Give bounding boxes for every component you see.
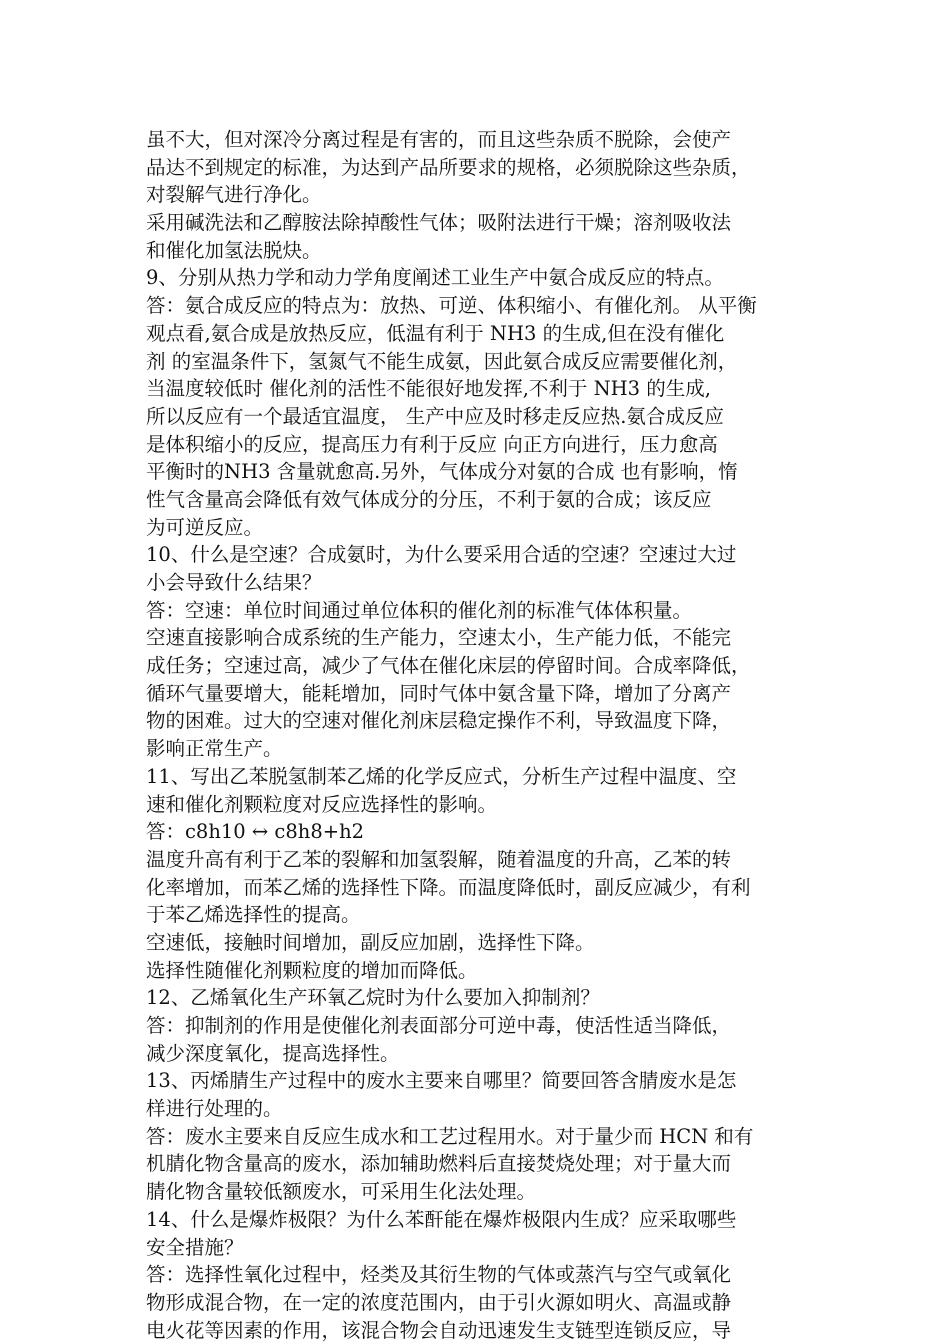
text-line: 答：氨合成反应的特点为：放热、可逆、体积缩小、有催化剂。 从平衡 [146, 294, 757, 318]
text-line: 速和催化剂颗粒度对反应选择性的影响。 [146, 792, 498, 816]
text-line: 选择性随催化剂颗粒度的增加而降低。 [146, 958, 478, 982]
text-line: 化率增加，而苯乙烯的选择性下降。而温度降低时，副反应减少，有利 [146, 875, 751, 899]
text-line: 对裂解气进行净化。 [146, 183, 322, 207]
text-line: 观点看,氨合成是放热反应，低温有利于 NH3 的生成,但在没有催化 [146, 321, 725, 345]
text-line: 腈化物含量较低额废水，可采用生化法处理。 [146, 1180, 537, 1204]
text-line: 答：选择性氧化过程中，烃类及其衍生物的气体或蒸汽与空气或氧化 [146, 1263, 732, 1287]
text-line: 9、分别从热力学和动力学角度阐述工业生产中氨合成反应的特点。 [146, 266, 724, 290]
text-line: 采用碱洗法和乙醇胺法除掉酸性气体；吸附法进行干燥；溶剂吸收法 [146, 211, 732, 235]
text-line: 当温度较低时 催化剂的活性不能很好地发挥,不利于 NH3 的生成, [146, 377, 711, 401]
text-line: 所以反应有一个最适宜温度， 生产中应及时移走反应热.氨合成反应 [146, 404, 724, 428]
text-line: 减少深度氧化，提高选择性。 [146, 1041, 400, 1065]
text-line: 12、乙烯氧化生产环氧乙烷时为什么要加入抑制剂？ [146, 986, 600, 1010]
text-line: 剂 的室温条件下，氢氮气不能生成氨，因此氨合成反应需要催化剂， [146, 349, 738, 373]
text-line: 和催化加氢法脱炔。 [146, 238, 322, 262]
text-line: 答：抑制剂的作用是使催化剂表面部分可逆中毒，使活性适当降低， [146, 1014, 732, 1037]
text-line: 虽不大，但对深冷分离过程是有害的，而且这些杂质不脱除，会使产 [146, 128, 732, 151]
text-line: 13、丙烯腈生产过程中的废水主要来自哪里？简要回答含腈废水是怎 [146, 1069, 737, 1093]
text-line: 答：c8h10 ↔ c8h8+h2 [146, 820, 365, 844]
text-line: 于苯乙烯选择性的提高。 [146, 903, 361, 927]
text-line: 11、写出乙苯脱氢制苯乙烯的化学反应式，分析生产过程中温度、空 [146, 764, 737, 788]
text-line: 安全措施？ [146, 1235, 244, 1259]
text-line: 性气含量高会降低有效气体成分的分压，不利于氨的合成；该反应 [146, 487, 712, 511]
text-line: 空速直接影响合成系统的生产能力，空速太小，生产能力低，不能完 [146, 626, 732, 650]
text-line: 电火花等因素的作用，该混合物会自动迅速发生支链型连锁反应，导 [146, 1318, 732, 1342]
text-line: 机腈化物含量高的废水，添加辅助燃料后直接焚烧处理；对于量大而 [146, 1152, 732, 1176]
text-line: 空速低，接触时间增加，副反应加剧，选择性下降。 [146, 930, 595, 954]
text-line: 循环气量要增大，能耗增加，同时气体中氨含量下降，增加了分离产 [146, 681, 732, 705]
text-line: 10、什么是空速？合成氨时，为什么要采用合适的空速？空速过大过 [146, 543, 737, 567]
text-line: 影响正常生产。 [146, 737, 283, 761]
text-line: 答：空速：单位时间通过单位体积的催化剂的标准气体体积量。 [146, 598, 693, 622]
text-line: 温度升高有利于乙苯的裂解和加氢裂解，随着温度的升高，乙苯的转 [146, 847, 732, 871]
text-line: 成任务；空速过高，减少了气体在催化床层的停留时间。合成率降低， [146, 654, 751, 678]
text-line: 14、什么是爆炸极限？为什么苯酐能在爆炸极限内生成？应采取哪些 [146, 1207, 737, 1231]
text-line: 物形成混合物，在一定的浓度范围内，由于引火源如明火、高温或静 [146, 1290, 732, 1314]
text-line: 样进行处理的。 [146, 1097, 283, 1121]
document-body [146, 126, 818, 1344]
text-line: 平衡时的NH3 含量就愈高.另外，气体成分对氨的合成 也有影响，惰 [146, 460, 738, 484]
text-line: 物的困难。过大的空速对催化剂床层稳定操作不利，导致温度下降， [146, 709, 732, 733]
text-line: 品达不到规定的标准，为达到产品所要求的规格，必须脱除这些杂质， [146, 155, 751, 179]
text-line: 为可逆反应。 [146, 515, 264, 539]
text-line: 答：废水主要来自反应生成水和工艺过程用水。对于量少而 HCN 和有 [146, 1124, 754, 1148]
text-line: 小会导致什么结果？ [146, 571, 322, 594]
text-line: 是体积缩小的反应，提高压力有利于反应 向正方向进行，压力愈高 [146, 432, 718, 456]
